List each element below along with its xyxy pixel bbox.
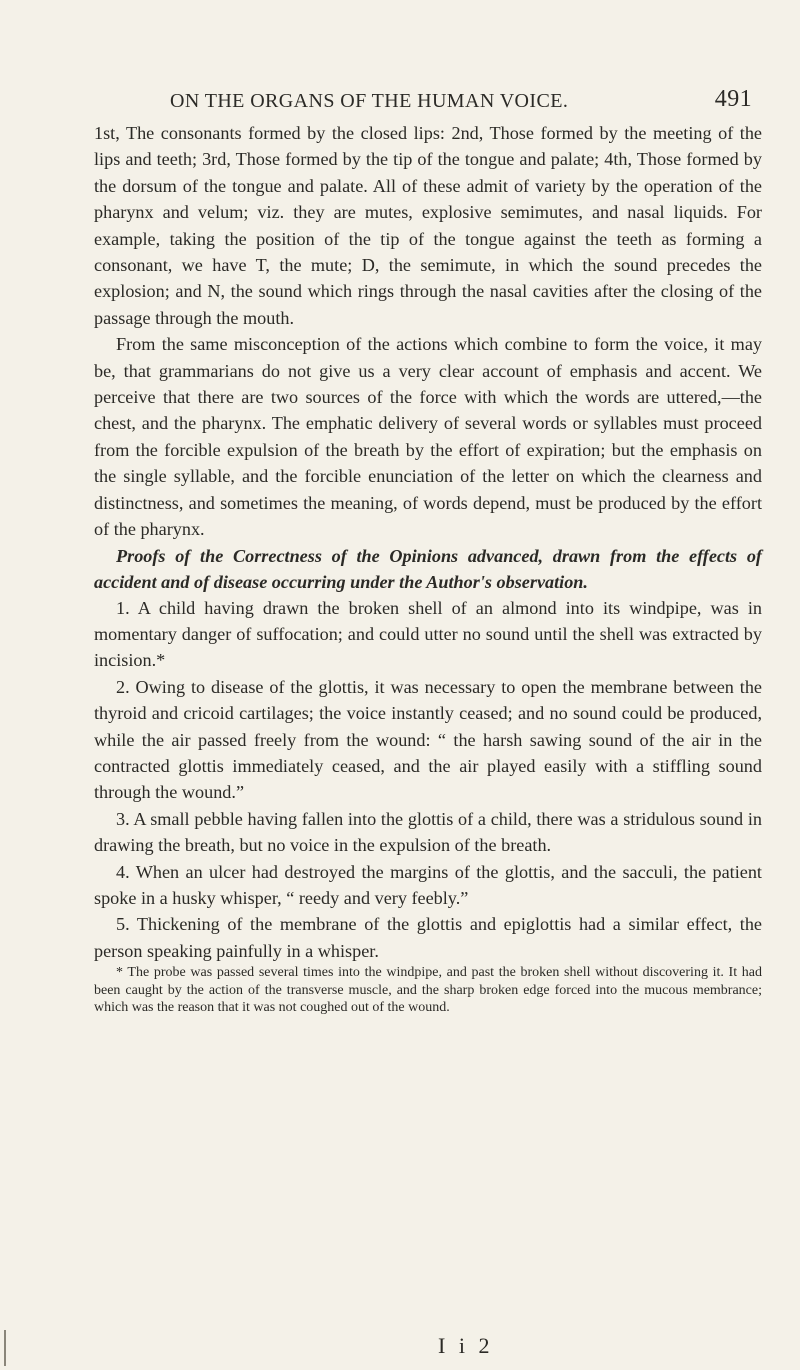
case-item: 2. Owing to disease of the glottis, it was necessary to open the membrane between the thyroid and cricoid cartilages; the voice instantly ceased; and no sound could be produced, while the air passed freely from the wound: “ the harsh sawing sound of the air in the contracted glottis immediately ceased, and the air played easily with a stiffling sound through the wound.” (94, 676, 762, 803)
page-body (94, 120, 762, 1017)
page-edge-mark (4, 1330, 6, 1366)
proofs-heading: Proofs of the Correctness of the Opinions advanced, drawn from the effects of accident and of disease occurring under the Author's observation. (94, 545, 762, 592)
case-item: 5. Thickening of the membrane of the glottis and epiglottis had a similar effect, the person speaking painfully in a whisper. (94, 914, 762, 961)
page-number: 491 (714, 86, 752, 112)
case-item: 4. When an ulcer had destroyed the margins of the glottis, and the sacculi, the patient spoke in a husky whisper, “ reedy and very feebly.” (94, 861, 762, 908)
paragraph-consonants: 1st, The consonants formed by the closed lips: 2nd, Those formed by the meeting of the lips and teeth; 3rd, Those formed by the tip of the tongue and palate; 4th, Those formed by the dorsum of the tongue and palate. All of these admit of variety by the operation of the pharynx and velum; viz. they are mutes, explosive semimutes, and nasal liquids. For example, taking the position of the tip of the tongue against the teeth as forming a consonant, we have T, the mute; D, the semimute, in which the sound precedes the explosion; and N, the sound which rings through the nasal cavities after the closing of the passage through the mouth. (94, 123, 762, 328)
signature-mark: I i 2 (438, 1333, 494, 1358)
case-item: 1. A child having drawn the broken shell of an almond into its windpipe, was in momentary danger of suffocation; and could utter no sound until the shell was extracted by incision.* (94, 597, 762, 671)
page-header (138, 86, 768, 118)
footnote: * The probe was passed several times into the windpipe, and past the broken shell without discovering it. It had been caught by the action of the transverse muscle, and the sharp broken edge forced into the mucous membrance; which was the reason that it was not coughed out of the wound. (94, 965, 762, 1016)
paragraph-emphasis: From the same misconception of the actions which combine to form the voice, it may be, that grammarians do not give us a very clear account of emphasis and accent. We perceive that there are two sources of the force with which the words are uttered,—the chest, and the pharynx. The emphatic delivery of several words or syllables must proceed from the forcible expulsion of the breath by the effort of expiration; but the emphasis on the single syllable, and the forcible enunciation of the letter on which the clearness and distinctness, and sometimes the meaning, of words depend, must be produced by the effort of the pharynx. (94, 334, 762, 540)
case-item: 3. A small pebble having fallen into the glottis of a child, there was a stridulous sound in drawing the breath, but no voice in the expulsion of the breath. (94, 808, 762, 856)
running-head: ON THE ORGANS OF THE HUMAN VOICE. (170, 90, 569, 112)
